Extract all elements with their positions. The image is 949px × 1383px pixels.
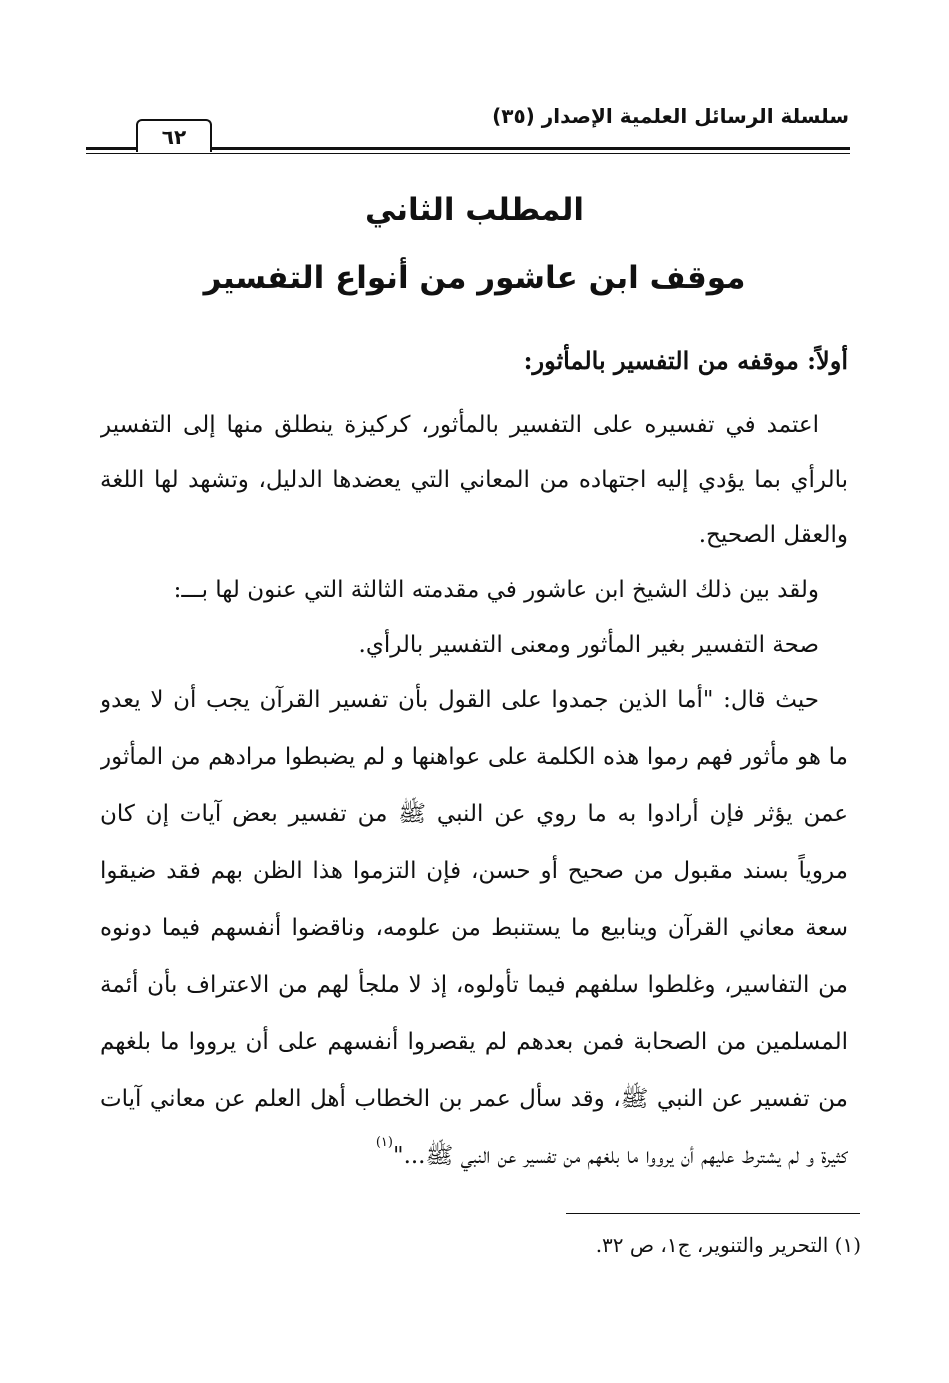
quote-line: حيث قال: "أما الذين جمدوا على القول بأن تفسير القرآن يجب أن لا يعدو	[100, 687, 819, 713]
quote-line-last	[100, 1136, 848, 1176]
paragraph-line: بالرأي بما يؤدي إليه اجتهاده من المعاني التي يعضدها الدليل، وتشهد لها اللغة	[100, 467, 848, 493]
footnote-marker[interactable]: (١)	[375, 1136, 393, 1150]
quote-line: مروياً بسند مقبول من صحيح أو حسن، فإن التزموا هذا الظن بهم فقد ضيقوا	[100, 858, 848, 884]
quote-last-text: كثيرة و لم يشترط عليهم أن يرووا ما بلغهم من تفسير عن النبي ﷺ..."	[392, 1143, 848, 1169]
paragraph-line: والعقل الصحيح.	[698, 522, 848, 548]
quote-line: سعة معاني القرآن وينابيع ما يستنبط من علومه، وناقضوا أنفسهم فيما دونوه	[100, 915, 848, 941]
footnote-separator	[566, 1213, 860, 1214]
paragraph-line: اعتمد في تفسيره على التفسير بالمأثور، كركيزة ينطلق منها إلى التفسير	[100, 412, 819, 438]
footnote-text: (١) التحرير والتنوير، ج١، ص ٣٢.	[595, 1233, 861, 1257]
subheading: أولاً: موقفه من التفسير بالمأثور:	[523, 346, 848, 375]
page-number: ٦٢	[136, 119, 212, 152]
section-subtitle: موقف ابن عاشور من أنواع التفسير	[203, 260, 746, 296]
quote-line: عمن يؤثر فإن أرادوا به ما روي عن النبي ﷺ من تفسير بعض آيات إن كان	[100, 801, 848, 827]
paragraph-line: ولقد بين ذلك الشيخ ابن عاشور في مقدمته الثالثة التي عنون لها بـــ:	[173, 577, 819, 603]
section-title: المطلب الثاني	[364, 192, 585, 228]
quote-line: المسلمين من الصحابة فمن بعدهم لم يقصروا أنفسهم على أن يرووا ما بلغهم	[100, 1029, 848, 1055]
quote-line: ما هو مأثور فهم رموا هذه الكلمة على عواهنها و لم يضبطوا مرادهم من المأثور	[100, 744, 848, 770]
header-rule-thin	[86, 153, 850, 154]
series-title: سلسلة الرسائل العلمية الإصدار (٣٥)	[492, 104, 849, 128]
paragraph-line: صحة التفسير بغير المأثور ومعنى التفسير بالرأي.	[358, 632, 819, 658]
quote-line: من التفاسير، وغلطوا سلفهم فيما تأولوه، إذ لا ملجأ لهم من الاعتراف بأن أئمة	[100, 972, 848, 998]
quote-line: من تفسير عن النبي ﷺ، وقد سأل عمر بن الخطاب أهل العلم عن معاني آيات	[100, 1086, 848, 1112]
